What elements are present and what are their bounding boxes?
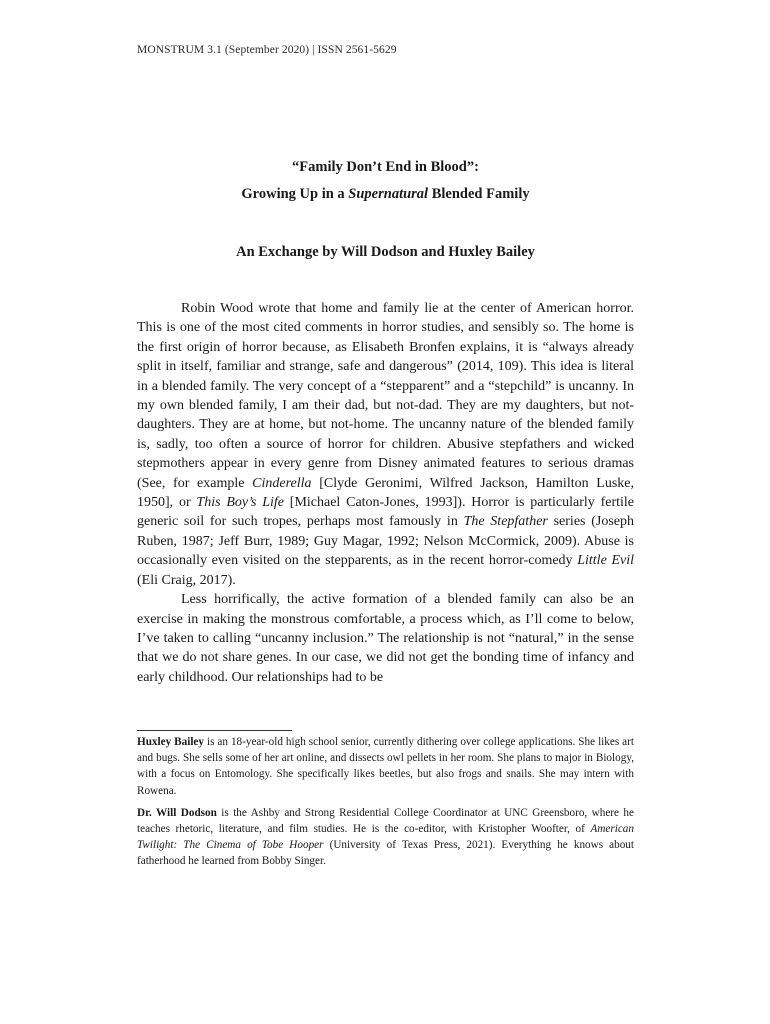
note-huxley-text: is an 18-year-old high school senior, currently dithering over college applications. She likes art and bugs. She sells some of her art online, and dissects owl pellets in her room. She plans to major in Biology, with a focus on Entomology. She specifically likes beetles, but also frogs and snails. She may intern with Rowena. — [137, 736, 634, 797]
note-will-name: Dr. Will Dodson — [137, 806, 217, 819]
p1-text-b: [Clyde Geronimi, Wilfred Jackson, Hamilton Luske, 1950], or — [137, 475, 634, 511]
title-italic-show: Supernatural — [348, 186, 429, 202]
running-head: MONSTRUM 3.1 (September 2020) | ISSN 2561-5629 — [137, 44, 397, 56]
article-title-line-1: “Family Don’t End in Blood”: — [292, 159, 479, 175]
film-title-the-stepfather: The Stepfather — [463, 514, 548, 530]
note-will-text-1: is the Ashby and Strong Residential College Coordinator at UNC Greensboro, where he teaches rhetoric, literature, and film studies. He is the co-editor, with Kristopher Woofter, of — [137, 806, 634, 836]
paragraph-2: Less horrifically, the active formation of a blended family can also be an exercise in making the monstrous comfortable, a process which, as I’ll come to below, I’ve taken to calling “uncanny inclusion.” The relationship is not “natural,” in the sense that we do not share genes. In our case, we did not get the bonding time of infancy and early childhood. Our relationships had to be — [137, 592, 634, 685]
film-title-cinderella: Cinderella — [252, 475, 312, 491]
p1-text-d: series (Joseph Ruben, 1987; Jeff Burr, 1989; Guy Magar, 1992; Nelson McCormick, 2009). Abuse is occasionally even visited on the stepparents, as in the recent horror-comedy — [137, 514, 634, 569]
note-will — [137, 805, 634, 870]
p1-text-a: Robin Wood wrote that home and family lie at the center of American horror. This is one of the most cited comments in horror studies, and sensibly so. The home is the first origin of horror because, as Elisabeth Bronfen explains, it is “always already split in itself, familiar and strange, safe and dangerous” (2014, 109). This idea is literal in a blended family. The very concept of a “stepparent” and a “stepchild” is uncanny. In my own blended family, I am their dad, but not-dad. They are my daughters, but not-daughters. They are at home, but not-home. The uncanny nature of the blended family is, sadly, too often a source of horror for children. Abusive stepfathers and wicked stepmothers appear in every genre from Disney animated features to serious dramas (See, for example — [137, 301, 634, 491]
footnote-divider — [137, 730, 292, 731]
byline: An Exchange by Will Dodson and Huxley Bailey — [236, 244, 535, 260]
p1-text-c: [Michael Caton-Jones, 1993]). Horror is particularly fertile generic soil for such tropes, perhaps most famously in — [137, 495, 635, 530]
film-title-little-evil: Little Evil — [577, 553, 634, 569]
note-huxley-name: Huxley Bailey — [137, 736, 204, 748]
contributor-notes — [137, 734, 634, 876]
title-prefix: Growing Up in a — [241, 186, 349, 202]
p1-text-e: (Eli Craig, 2017). — [137, 572, 236, 588]
film-title-this-boys-life: This Boy’s Life — [196, 495, 284, 511]
note-huxley — [137, 734, 634, 799]
article-title-line-2 — [137, 186, 634, 203]
paragraph-1 — [137, 299, 634, 590]
article-body — [137, 299, 634, 687]
note-will-text-2: (University of Texas Press, 2021). Everything he knows about fatherhood he learned from Bobby Singer. — [137, 839, 635, 868]
title-suffix: Blended Family — [428, 186, 530, 202]
note-will-book-title: American Twilight: The Cinema of Tobe Hooper — [137, 823, 634, 852]
